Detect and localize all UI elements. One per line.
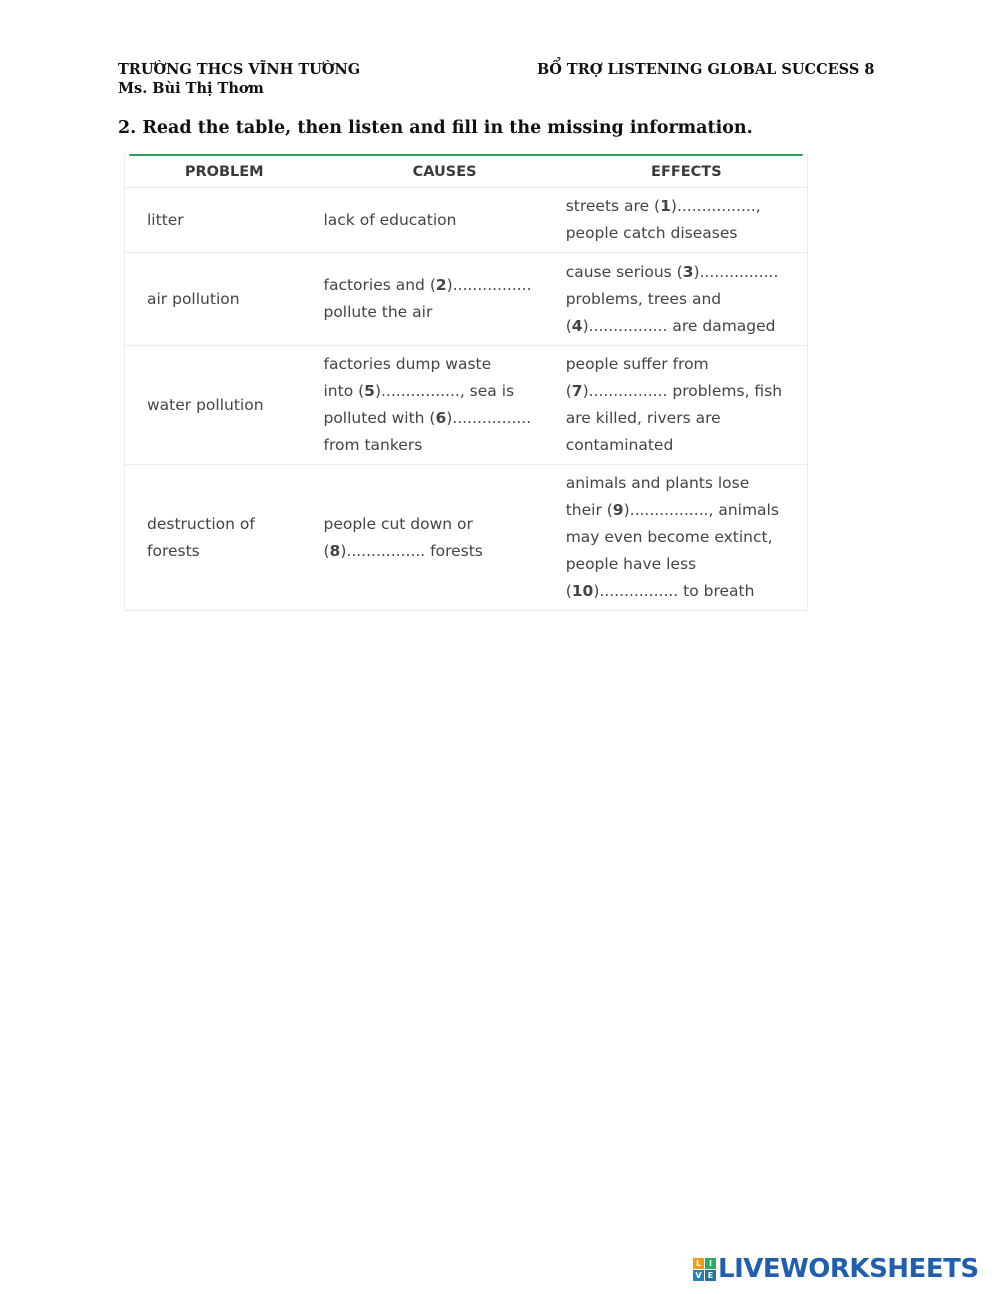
causes-cell [323,188,565,253]
cell-line: (8)................ forests [323,541,483,560]
teacher-name: Ms. Bùi Thị Thơm [118,80,264,97]
cell-line: cause serious (3)................ [565,262,779,281]
cell-line: polluted with (6)................ [323,409,532,427]
blank-number: 1 [660,197,671,215]
cell-line: (7)................ problems, fish [565,382,783,400]
cell-line: people cut down or [323,514,473,533]
causes-cell [323,346,565,465]
effects-cell [566,188,807,253]
causes-cell [323,465,565,611]
cell-line: from tankers [323,436,423,454]
cell-line: are killed, rivers are [565,409,721,427]
cell-line: lack of education [323,210,457,229]
cell-line: problems, trees and [565,289,722,308]
problem-cell [125,465,323,611]
blank-number: 9 [612,501,624,519]
problem-cell: litter [125,188,323,253]
problem-line: destruction of [147,514,255,533]
blank-number: 8 [329,541,341,560]
blank-number: 2 [435,276,447,294]
table-row [125,465,807,611]
logo-letter: V [693,1270,704,1281]
effects-cell [566,253,807,346]
cell-line: people have less [565,555,697,573]
logo-icon [693,1258,716,1281]
cell-line: (4)................ are damaged [565,316,776,335]
cell-line: streets are (1)................, [565,197,761,215]
liveworksheets-logo [693,1252,979,1286]
cell-line: factories dump waste [323,355,492,373]
header-effects: EFFECTS [651,163,722,180]
blank-number: 3 [682,262,694,281]
header-problem: PROBLEM [184,163,264,180]
logo-text: LIVEWORKSHEETS [718,1254,979,1284]
cell-line: contaminated [565,436,674,454]
cell-line: factories and (2)................ [323,276,532,294]
problems-table [124,154,808,611]
cell-line: (10)................ to breath [565,582,755,600]
course-title: BỔ TRỢ LISTENING GLOBAL SUCCESS 8 [537,61,875,78]
logo-letter: L [693,1258,704,1269]
problem-cell: water pollution [125,346,323,465]
effects-cell [566,465,807,611]
exercise-instruction: 2. Read the table, then listen and fill in the missing information. [118,118,753,138]
problem-line: forests [147,541,200,560]
cell-line: into (5)................, sea is [323,382,515,400]
logo-letter: I [705,1258,716,1269]
cell-line: may even become extinct, [565,528,773,546]
causes-cell [323,253,565,346]
cell-line: pollute the air [323,303,433,321]
blank-number: 5 [364,382,375,400]
table-header-row [125,156,807,188]
effects-cell [566,346,807,465]
table-row [125,253,807,346]
blank-number: 6 [435,409,447,427]
blank-number: 7 [571,382,583,400]
cell-line: animals and plants lose [565,474,750,492]
table [125,156,807,610]
problem-cell: air pollution [125,253,323,346]
cell-line: their (9)................, animals [565,501,779,519]
table-row [125,346,807,465]
cell-line: people suffer from [565,355,709,373]
cell-line: people catch diseases [565,224,738,242]
school-name: TRƯỜNG THCS VĨNH TƯỜNG [118,61,361,78]
blank-number: 10 [571,582,594,600]
blank-number: 4 [571,316,583,335]
table-row [125,188,807,253]
logo-letter: E [705,1270,716,1281]
header-causes: CAUSES [412,163,477,180]
